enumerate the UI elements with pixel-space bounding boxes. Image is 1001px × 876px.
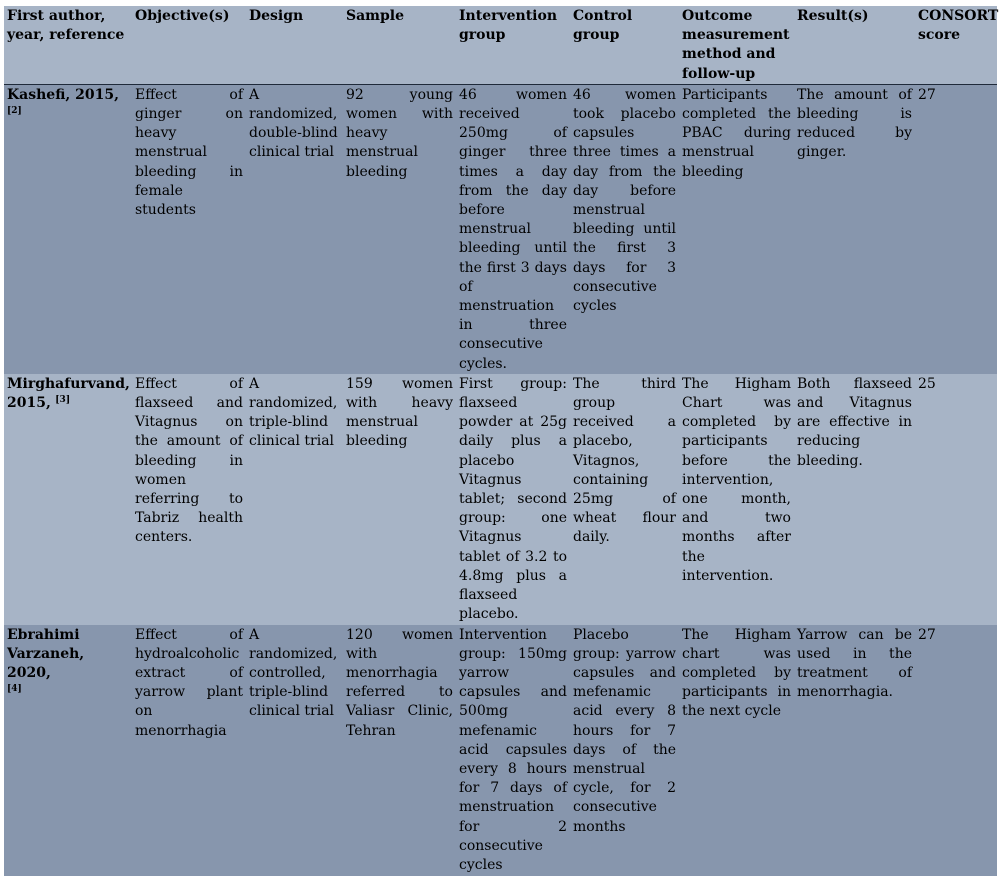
header-row xyxy=(4,6,997,84)
cell-objective: Effect of hydroalcoholic extract of yarrow plant on menorrhagia xyxy=(135,626,243,739)
author-name: Kashefi, 2015, xyxy=(7,86,119,103)
cell-consort: 27 xyxy=(918,626,936,643)
table-row xyxy=(4,84,997,374)
reference-number: [4] xyxy=(7,684,22,695)
cell-result: Yarrow can be used in the treatment of menorrhagia. xyxy=(797,626,912,701)
cell-result: Both flaxseed and Vitagnus are effective in reducing bleeding. xyxy=(797,375,912,469)
author-name: Ebrahimi Varzaneh, 2020, xyxy=(7,626,85,681)
cell-outcome: The Higham Chart was completed by participants before the intervention, one month, and two months after the intervention. xyxy=(682,375,791,584)
header-consort: CONSORT score xyxy=(918,8,999,44)
cell-design: A randomized, double-blind clinical trial xyxy=(249,86,338,161)
header-sample: Sample xyxy=(346,8,405,24)
cell-control: The third group received a placebo, Vitagnos, containing 25mg of wheat flour daily. xyxy=(573,375,676,546)
header-control: Control group xyxy=(573,8,633,44)
cell-design: A randomized, triple-blind clinical trial xyxy=(249,375,338,450)
cell-objective: Effect of ginger on heavy menstrual bleeding in female students xyxy=(135,86,243,219)
cell-objective: Effect of flaxseed and Vitagnus on the amount of bleeding in women referring to Tabriz health centers. xyxy=(135,375,243,546)
cell-design: A randomized, controlled, triple-blind clinical trial xyxy=(249,626,338,720)
header-result: Result(s) xyxy=(797,8,869,24)
header-objective: Objective(s) xyxy=(135,8,230,24)
studies-table xyxy=(4,6,997,876)
cell-intervention: First group: flaxseed powder at 25g daily plus a placebo Vitagnus tablet; second group: one Vitagnus tablet of 3.2 to 4.8mg plus a flaxseed placebo. xyxy=(459,375,567,623)
header-design: Design xyxy=(249,8,304,24)
cell-consort: 27 xyxy=(918,86,936,103)
cell-sample: 92 young women with heavy menstrual bleeding xyxy=(346,86,453,180)
header-author: First author, year, reference xyxy=(7,8,125,44)
cell-intervention: 46 women received 250mg of ginger three times a day from the day before menstrual bleeding until the first 3 days of menstruation in three consecutive cycles. xyxy=(459,86,567,372)
cell-control: Placebo group: yarrow capsules and mefenamic acid every 8 hours for 7 days of the menstrual cycle, for 2 consecutive months xyxy=(573,626,676,835)
cell-control: 46 women took placebo capsules three times a day from the day before menstrual bleeding until the first 3 days for 3 consecutive cycles xyxy=(573,86,676,315)
cell-outcome: Participants completed the PBAC during menstrual bleeding xyxy=(682,86,791,180)
cell-sample: 120 women with menorrhagia referred to Valiasr Clinic, Tehran xyxy=(346,626,453,739)
header-outcome: Outcome measurement method and follow-up xyxy=(682,8,790,82)
cell-author xyxy=(4,374,132,625)
cell-outcome: The Higham chart was completed by participants in the next cycle xyxy=(682,626,791,720)
table-row xyxy=(4,374,997,625)
cell-result: The amount of bleeding is reduced by ginger. xyxy=(797,86,912,161)
cell-author xyxy=(4,84,132,374)
cell-intervention: Intervention group: 150mg yarrow capsules and 500mg mefenamic acid capsules every 8 hours for 7 days of menstruation for 2 consecutive cycles xyxy=(459,626,567,873)
cell-author xyxy=(4,625,132,876)
reference-number: [2] xyxy=(7,106,22,117)
cell-consort: 25 xyxy=(918,375,936,392)
header-intervention: Intervention group xyxy=(459,8,557,44)
reference-number: [3] xyxy=(55,395,71,406)
cell-sample: 159 women with heavy menstrual bleeding xyxy=(346,375,453,450)
author-name: Mirghafurvand, 2015, xyxy=(7,375,130,412)
table-row xyxy=(4,625,997,876)
